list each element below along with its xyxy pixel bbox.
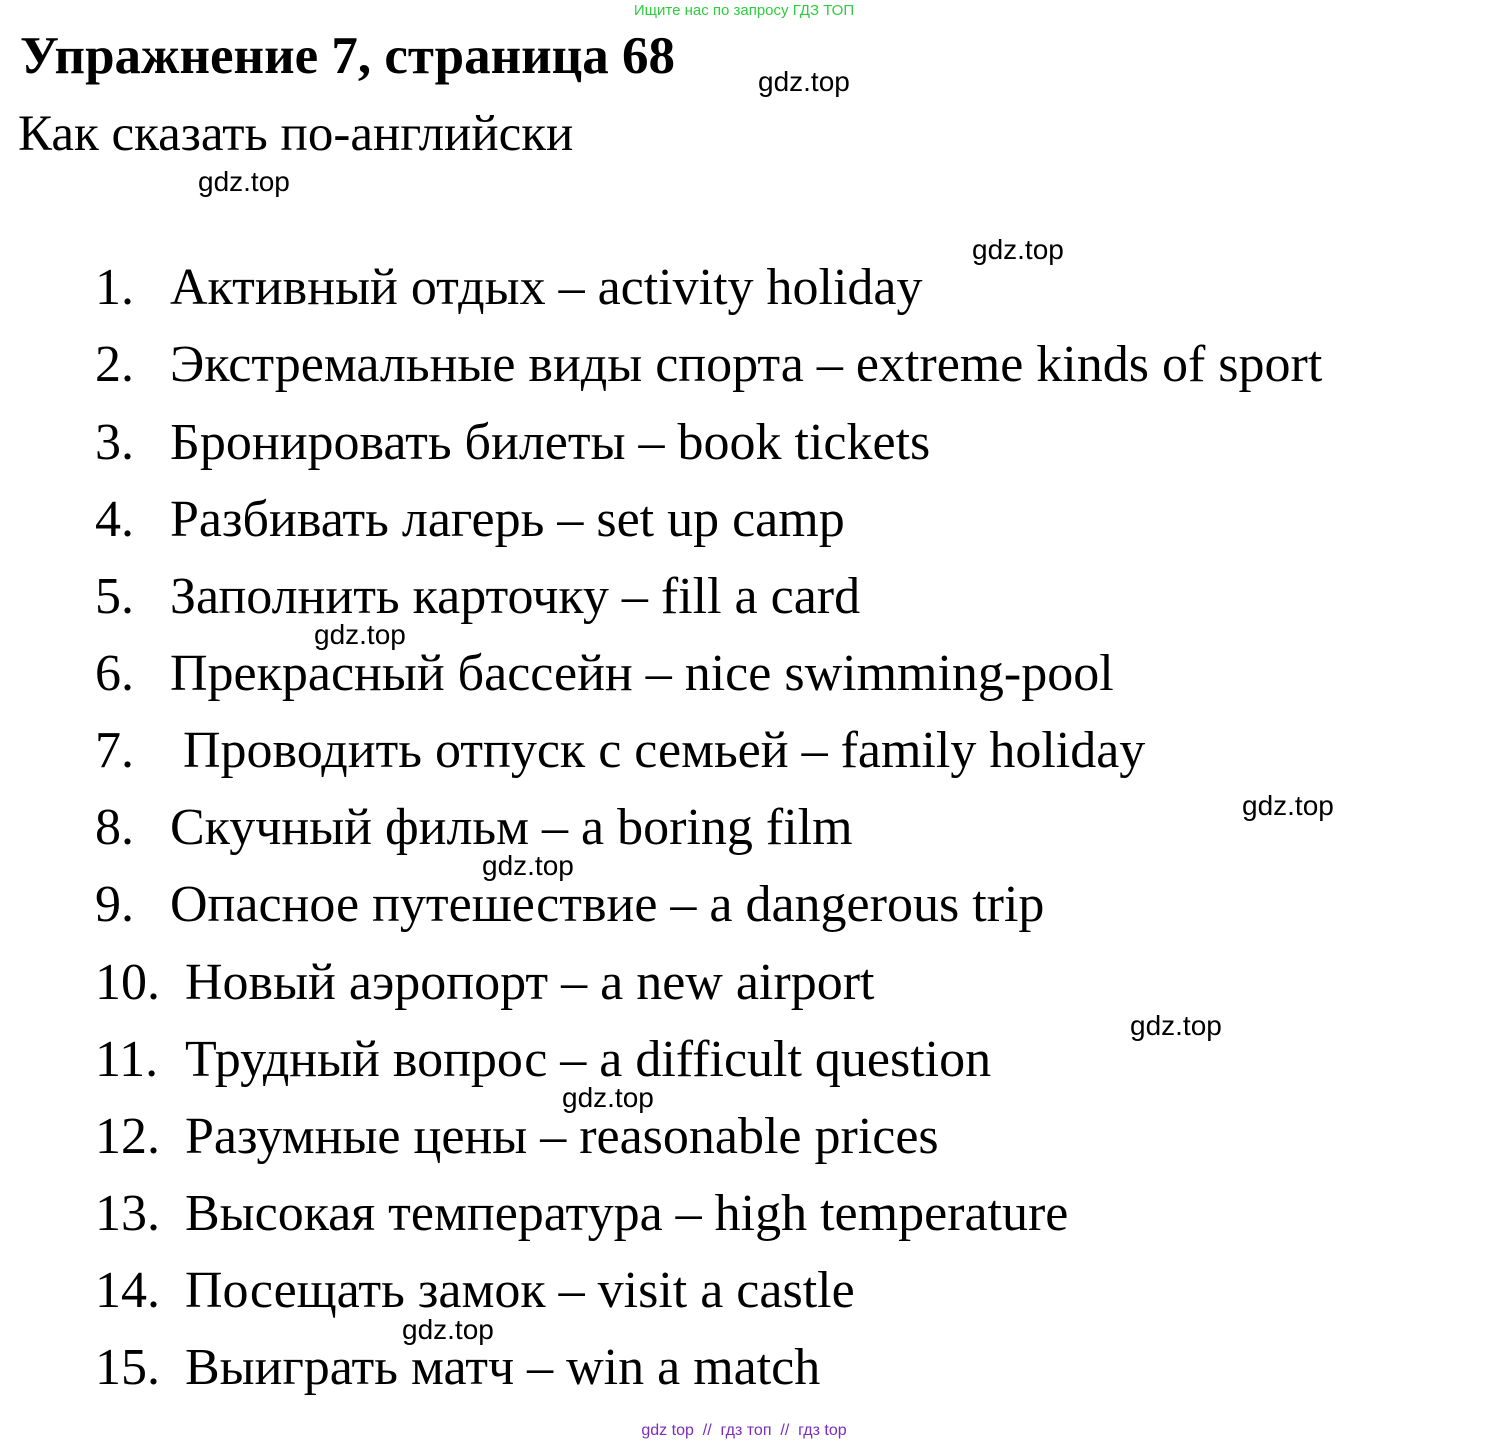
item-number: 13. [95, 1185, 160, 1242]
list-item [95, 1330, 820, 1406]
item-text: Скучный фильм – a boring film [170, 799, 853, 856]
watermark: gdz.top [1130, 1010, 1222, 1041]
footer-links: gdz top // гдз топ // гдз top [641, 1422, 847, 1439]
item-number: 5. [95, 568, 134, 625]
item-text: Заполнить карточку – fill a card [170, 568, 861, 625]
item-number: 3. [95, 414, 134, 471]
watermark: gdz.top [482, 850, 574, 881]
item-number: 14. [95, 1262, 160, 1319]
item-number: 10. [95, 954, 160, 1011]
list-item [95, 945, 874, 1021]
watermark: gdz.top [402, 1314, 494, 1345]
watermark: gdz.top [314, 619, 406, 650]
item-number: 8. [95, 799, 134, 856]
list-item [95, 1022, 991, 1098]
item-number: 1. [95, 259, 134, 316]
watermark: gdz.top [758, 66, 850, 97]
item-number: 4. [95, 491, 134, 548]
list-item [95, 1253, 855, 1329]
item-number: 11. [95, 1031, 159, 1088]
list-item [95, 559, 860, 635]
item-text: Бронировать билеты – book tickets [170, 414, 931, 471]
item-text: Высокая температура – high temperature [185, 1185, 1069, 1242]
item-text: Разумные цены – reasonable prices [185, 1108, 939, 1165]
page-subtitle: Как сказать по-английски [18, 106, 574, 162]
list-item [95, 405, 930, 481]
top-banner: Ищите нас по запросу ГДЗ ТОП [633, 2, 855, 19]
list-item [95, 867, 1044, 943]
watermark: gdz.top [562, 1082, 654, 1113]
item-text: Посещать замок – visit a castle [185, 1262, 855, 1319]
item-text: Новый аэропорт – a new airport [185, 954, 875, 1011]
item-text: Прекрасный бассейн – nice swimming-pool [170, 645, 1114, 702]
list-item [95, 636, 1114, 712]
item-number: 15. [95, 1339, 160, 1396]
item-text: Выиграть матч – win a match [185, 1339, 821, 1396]
page-title: Упражнение 7, страница 68 [20, 27, 675, 85]
item-text: Экстремальные виды спорта – extreme kinds of sport [170, 336, 1323, 393]
list-item [95, 482, 845, 558]
watermark: gdz.top [1242, 790, 1334, 821]
list-item [95, 250, 923, 326]
item-text: Активный отдых – activity holiday [170, 259, 923, 316]
list-item [95, 327, 1322, 403]
item-text: Трудный вопрос – a difficult question [185, 1031, 992, 1088]
item-number: 6. [95, 645, 134, 702]
watermark: gdz.top [972, 234, 1064, 265]
item-number: 12. [95, 1108, 160, 1165]
item-text: Опасное путешествие – a dangerous trip [170, 876, 1045, 933]
item-number: 9. [95, 876, 134, 933]
list-item [95, 1176, 1068, 1252]
list-item [95, 1099, 939, 1175]
watermark: gdz.top [198, 166, 290, 197]
item-number: 7. [95, 722, 134, 779]
list-item [95, 713, 1145, 789]
item-text: Проводить отпуск с семьей – family holiday [170, 722, 1146, 779]
list-item [95, 790, 853, 866]
item-text: Разбивать лагерь – set up camp [170, 491, 845, 548]
item-number: 2. [95, 336, 134, 393]
